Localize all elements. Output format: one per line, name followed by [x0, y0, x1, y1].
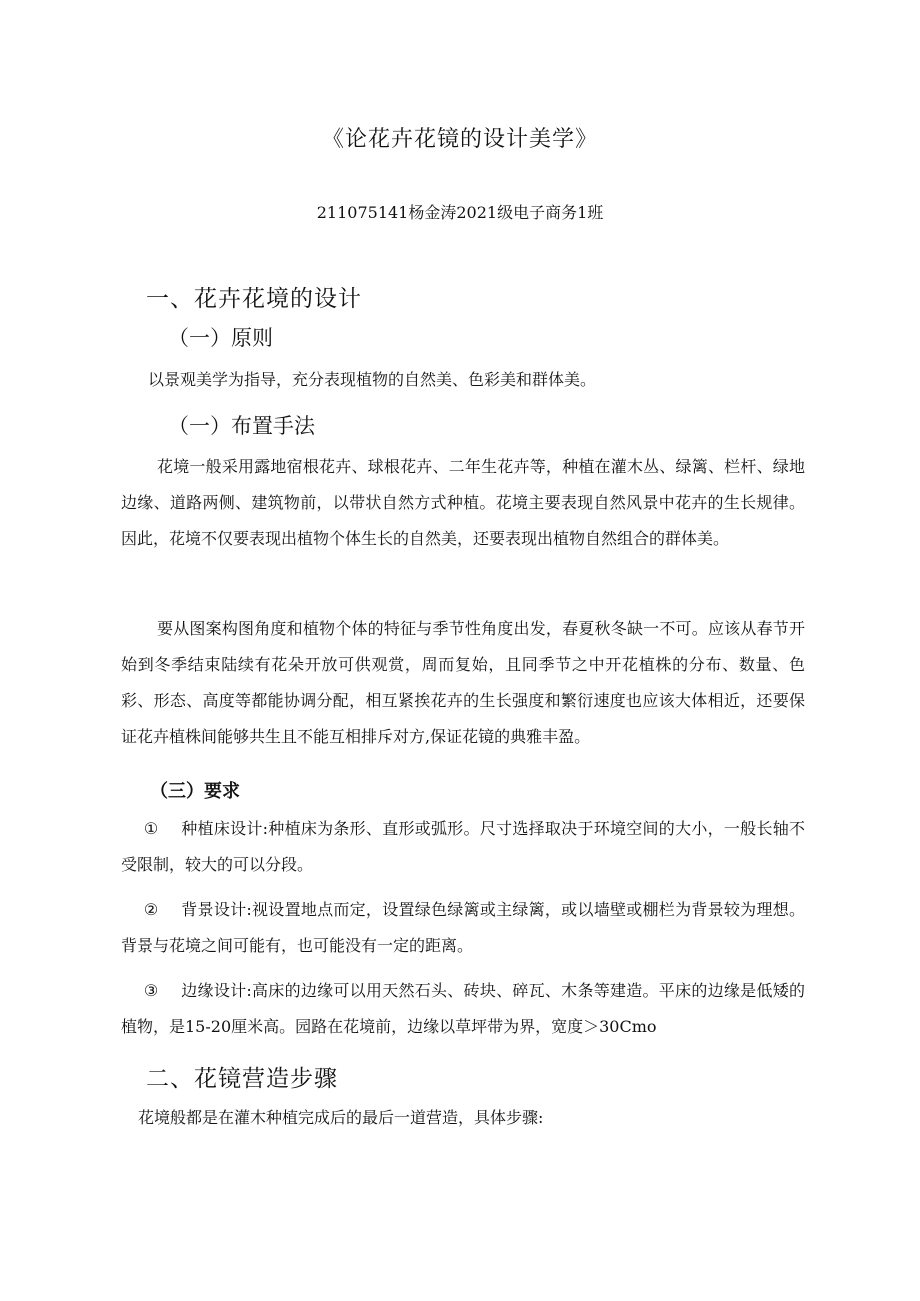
principle-text: 以景观美学为指导，充分表现植物的自然美、色彩美和群体美。: [148, 370, 597, 389]
item-marker: ③: [143, 981, 159, 1000]
author-line: 211075141杨金涛2021级电子商务1班: [316, 203, 604, 222]
item-marker: ①: [143, 819, 159, 838]
requirement-item-2: [121, 892, 805, 964]
section-1-1-heading: （一）原则: [168, 326, 273, 350]
layout-paragraph-2: 要从图案构图角度和植物个体的特征与季节性角度出发，春夏秋冬缺一不可。应该从春节开始到冬季结束陆续有花朵开放可供观赏，周而复始，且同季节之中开花植株的分布、数量、色彩、形态、高度等都能协调分配，相互紧挨花卉的生长强度和繁衍速度也应该大体相近，还要保证花卉植株间能够共生且不能互相排斥对方,保证花镜的典雅丰盈。: [121, 619, 805, 746]
requirement-item-3: [121, 973, 805, 1045]
section-1-heading: 一、花卉花境的设计: [146, 286, 362, 312]
steps-intro-text: 花境般都是在灌木种植完成后的最后一道营造，具体步骤:: [138, 1108, 544, 1127]
document-title: 《论花卉花镜的设计美学》: [321, 127, 598, 152]
item-text: 背景设计:视设置地点而定，设置绿色绿篱或主绿篱，或以墙壁或棚栏为背景较为理想。背景与花境之间可能有，也可能没有一定的距离。: [121, 900, 805, 955]
requirement-item-1: [121, 811, 805, 883]
item-text: 边缘设计:高床的边缘可以用天然石头、砖块、碎瓦、木条等建造。平床的边缘是低矮的植物，是15-20厘米高。园路在花境前，边缘以草坪带为界，宽度＞30Cmo: [121, 981, 805, 1036]
layout-paragraph-1: 花境一般采用露地宿根花卉、球根花卉、二年生花卉等，种植在灌木丛、绿篱、栏杆、绿地边缘、道路两侧、建筑物前，以带状自然方式种植。花境主要表现自然风景中花卉的生长规律。因此，花境不仅要表现出植物个体生长的自然美，还要表现出植物自然组合的群体美。: [121, 457, 805, 548]
section-1-3-heading: （三）要求: [150, 781, 240, 802]
section-2-heading: 二、花镜营造步骤: [146, 1066, 338, 1092]
section-1-2-heading: （一）布置手法: [168, 414, 315, 438]
item-marker: ②: [143, 900, 159, 919]
item-text: 种植床设计:种植床为条形、直形或弧形。尺寸选择取决于环境空间的大小，一般长轴不受限制，较大的可以分段。: [121, 819, 805, 874]
